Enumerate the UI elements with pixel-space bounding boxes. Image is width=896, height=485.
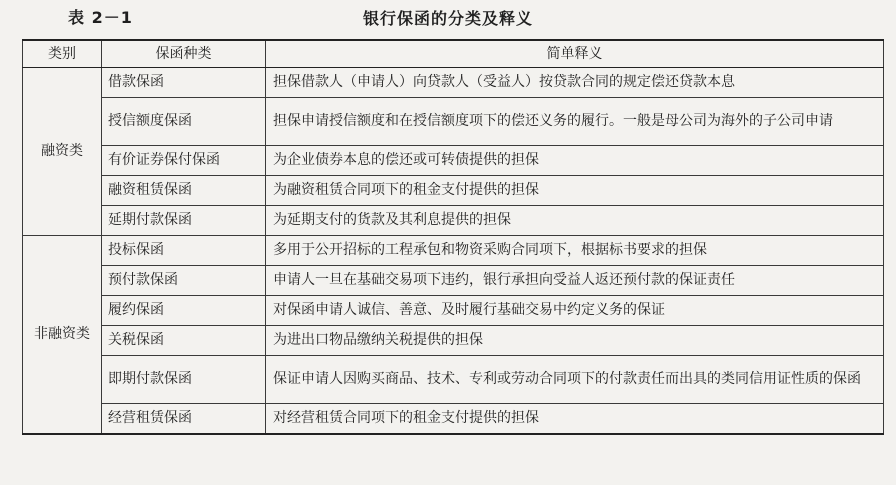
header-category: 类别 [23, 40, 102, 68]
type-cell: 履约保函 [102, 296, 266, 326]
table-number: 表 2－1 [68, 8, 133, 27]
type-cell: 融资租赁保函 [102, 176, 266, 206]
type-cell: 即期付款保函 [102, 356, 266, 404]
type-cell: 有价证券保付保函 [102, 146, 266, 176]
guarantee-classification-table [22, 39, 884, 435]
description-cell: 对保函申请人诚信、善意、及时履行基础交易中约定义务的保证 [266, 296, 884, 326]
table-row [23, 326, 884, 356]
table-header-row [23, 40, 884, 68]
description-cell: 为融资租赁合同项下的租金支付提供的担保 [266, 176, 884, 206]
table-row [23, 146, 884, 176]
table-row [23, 356, 884, 404]
table-row [23, 236, 884, 266]
type-cell: 预付款保函 [102, 266, 266, 296]
type-cell: 借款保函 [102, 68, 266, 98]
table-row [23, 68, 884, 98]
type-cell: 延期付款保函 [102, 206, 266, 236]
table-row [23, 176, 884, 206]
description-cell: 为企业债券本息的偿还或可转债提供的担保 [266, 146, 884, 176]
description-cell: 担保申请授信额度和在授信额度项下的偿还义务的履行。一般是母公司为海外的子公司申请 [266, 98, 884, 146]
description-cell: 申请人一旦在基础交易项下违约，银行承担向受益人返还预付款的保证责任 [266, 266, 884, 296]
type-cell: 投标保函 [102, 236, 266, 266]
table-title: 银行保函的分类及释义 [362, 9, 533, 28]
type-cell: 经营租赁保函 [102, 404, 266, 435]
table-caption [0, 0, 896, 34]
category-cell-non-financing: 非融资类 [23, 236, 102, 435]
description-cell: 为延期支付的货款及其利息提供的担保 [266, 206, 884, 236]
description-cell: 多用于公开招标的工程承包和物资采购合同项下，根据标书要求的担保 [266, 236, 884, 266]
description-cell: 对经营租赁合同项下的租金支付提供的担保 [266, 404, 884, 435]
header-description: 简单释义 [266, 40, 884, 68]
table-row [23, 296, 884, 326]
table-row [23, 206, 884, 236]
type-cell: 授信额度保函 [102, 98, 266, 146]
table-row [23, 266, 884, 296]
category-cell-financing: 融资类 [23, 68, 102, 236]
header-type: 保函种类 [102, 40, 266, 68]
table-row [23, 98, 884, 146]
table-row [23, 404, 884, 435]
description-cell: 为进出口物品缴纳关税提供的担保 [266, 326, 884, 356]
description-cell: 担保借款人（申请人）向贷款人（受益人）按贷款合同的规定偿还贷款本息 [266, 68, 884, 98]
description-cell: 保证申请人因购买商品、技术、专利或劳动合同项下的付款责任而出具的类同信用证性质的保函 [266, 356, 884, 404]
type-cell: 关税保函 [102, 326, 266, 356]
